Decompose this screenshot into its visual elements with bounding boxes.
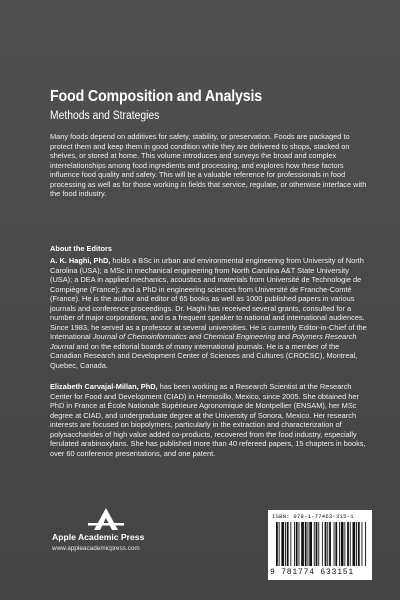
barcode-bar [301, 522, 304, 566]
barcode [276, 522, 366, 566]
publisher-url: www.appleacademicpress.com [52, 545, 140, 552]
barcode-bar [329, 522, 331, 566]
isbn-label: ISBN: 978-1-77463-315-1 [272, 513, 354, 520]
barcode-bar [356, 522, 357, 566]
isbn-barcode-box [268, 510, 372, 580]
editor-name: Elizabeth Carvajal-Millan, PhD, [50, 382, 158, 391]
barcode-bar [325, 522, 327, 566]
barcode-bar [279, 522, 280, 566]
barcode-bar [327, 522, 328, 566]
barcode-bar [335, 522, 337, 566]
book-title: Food Composition and Analysis [50, 88, 263, 105]
barcode-bar [318, 522, 319, 566]
barcode-bar [365, 522, 366, 566]
about-editors-heading: About the Editors [50, 244, 112, 253]
barcode-bar [309, 522, 312, 566]
editor-bio-text: has been working as a Research Scientist at the Research Center for Food and Development (CIAD) in Hermosillo, Mexico, since 2005. She obtained her PhD in France at École Nationale Supérieure Agronomique de Montpellier (ENSAM), her MSc degree at CIAD, and undergraduate degree at the University of Sonora, Mexico. Her research interests are focused on biopolymers, particularly in the extraction and characterization of polysaccharides of high value added co-products, recovered from the food industry, especially ferulated arabinoxylans. She has published more than 40 refereed papers, 15 chapters in books, over 60 conference presentations, and one patent. [50, 382, 366, 458]
apple-academic-press-logo-icon [88, 508, 124, 530]
barcode-bar [314, 522, 315, 566]
barcode-bar [339, 522, 340, 566]
book-description: Many foods depend on additives for safety, stability, or preservation. Foods are packaged to protect them and keep them in good condition while they are delivered to shops, stacked on shelves, or stored at home. This volume introduces and surveys the broad and complex interrelationships among food ingredients and processing, and explores how these factors influence food quality and safety. This will be a valuable reference for professionals in food processing as well as for those working in fields that service, regulate, or otherwise interface with the food industry. [50, 132, 367, 198]
barcode-bar [350, 522, 351, 566]
editor-bio-carvajal-millan [50, 382, 370, 458]
journal-title: Journal of Chemoinformatics and Chemical Engineering [92, 332, 276, 341]
barcode-bar [299, 522, 300, 566]
barcode-bar [305, 522, 307, 566]
barcode-bar [344, 522, 345, 566]
editor-name: A. K. Haghi, PhD, [50, 256, 111, 265]
barcode-bar [322, 522, 323, 566]
journal-title: Polymers Research Journal [50, 332, 357, 351]
barcode-bar [281, 522, 284, 566]
editor-bio-haghi [50, 256, 370, 370]
barcode-bar [287, 522, 289, 566]
ean-digits: 9 781774 633151 [270, 568, 355, 577]
editor-bio-text: and [275, 332, 292, 341]
book-subtitle: Methods and Strategies [50, 110, 160, 122]
barcode-bar [308, 522, 309, 566]
editor-bio-text: and on the editorial boards of many international journals. He is a member of the Canadian Research and Development Center of Sciences and Cultures (CRDCSC), Montreal, Quebec, Canada. [50, 341, 358, 370]
barcode-bar [316, 522, 318, 566]
publisher-name: Apple Academic Press [52, 532, 145, 542]
barcode-bar [276, 522, 278, 566]
barcode-bar [334, 522, 335, 566]
barcode-bar [347, 522, 349, 566]
barcode-bar [296, 522, 298, 566]
barcode-bar [353, 522, 356, 566]
barcode-bar [285, 522, 286, 566]
barcode-bar [362, 522, 363, 566]
editor-bio-text: holds a BSc in urban and environmental engineering from University of North Carolina (USA); a MSc in mechanical engineering from North Carolina A&T State University (USA); a DEA in applied mechanics, acoustics and materials from Université de Technologie de Compiègne (France); and a PhD in engineering sciences from Université de Franche-Comté (France). He is the author and editor of 65 books as well as 1000 published papers in various journals and conference proceedings. Dr. Haghi has received several grants, consulted for a number of major corporations, and is a frequent speaker to national and international audiences. Since 1983, he served as a professor at several universities. He is currently Editor-in-Chief of the International [50, 256, 367, 341]
barcode-bar [294, 522, 295, 566]
barcode-bar [341, 522, 344, 566]
barcode-bar [358, 522, 360, 566]
barcode-bar [290, 522, 291, 566]
